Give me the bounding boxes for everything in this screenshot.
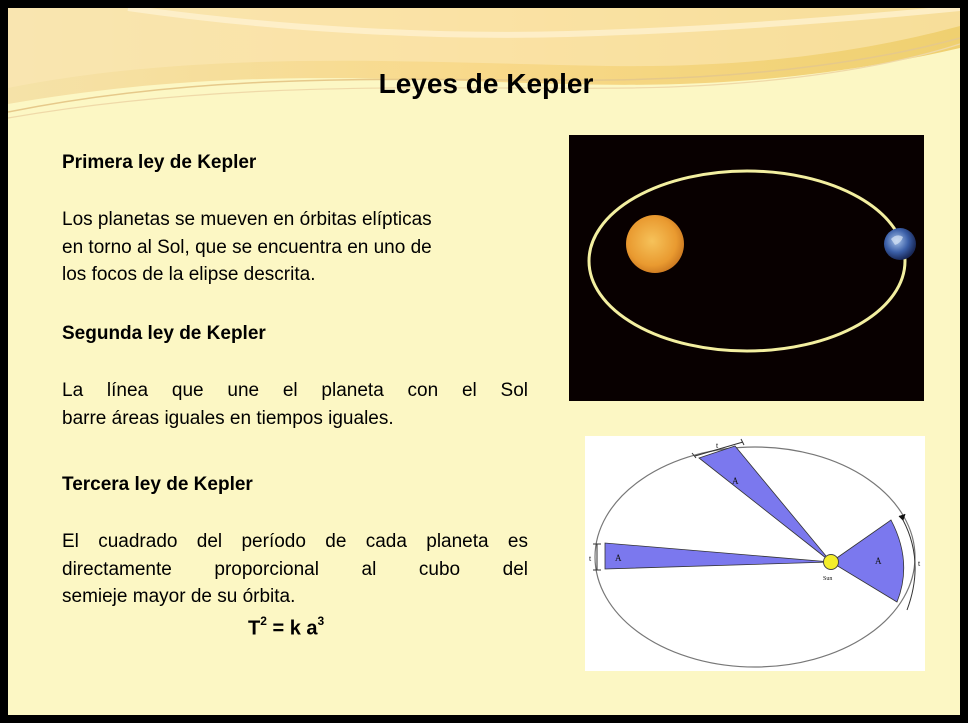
slide [8,8,960,715]
formula-T: T [248,617,261,640]
second-law-line-1: La línea que une el planeta con el Sol [62,380,528,401]
second-law-line-2: barre áreas iguales en tiempos iguales. [62,407,394,429]
area-sector-right [831,520,904,602]
first-law-line-2: en torno al Sol, que se encuentra en uno de [62,236,432,258]
area-sector-top [699,446,831,562]
formula-exp-a: 3 [317,614,325,628]
time-label-right: t [918,559,921,568]
earth-icon [884,228,916,260]
sun-icon [626,215,684,273]
third-law-line-3: semieje mayor de su órbita. [62,586,296,607]
formula-middle: = k a [266,617,318,640]
equal-areas-diagram [585,436,925,671]
third-law-line-1: El cuadrado del período de cada planeta es [62,531,528,552]
area-label-1: A [732,476,739,486]
first-law-line-3: los focos de la elipse descrita. [62,264,316,285]
third-law-text [62,528,528,611]
area-label-2: A [615,553,622,563]
first-law-line-1: Los planetas se mueven en órbitas elípticas [62,209,432,230]
second-law-text [62,377,528,432]
area-sector-left [605,543,831,569]
sun-dot-icon [824,555,839,570]
third-law-line-2: directamente proporcional al cubo del [62,558,528,580]
second-law-heading: Segunda ley de Kepler [62,323,266,344]
time-label-top: t [716,441,719,450]
kepler-formula [248,616,324,641]
first-law-heading: Primera ley de Kepler [62,152,257,173]
time-label-left: t [589,554,592,563]
third-law-heading: Tercera ley de Kepler [62,474,253,495]
orbit-image [569,135,924,401]
sun-label: Sun [823,576,833,582]
first-law-text [62,206,528,289]
area-label-3: A [875,556,882,566]
slide-title: Leyes de Kepler [378,68,594,99]
formula-exp-T: 2 [260,614,267,628]
